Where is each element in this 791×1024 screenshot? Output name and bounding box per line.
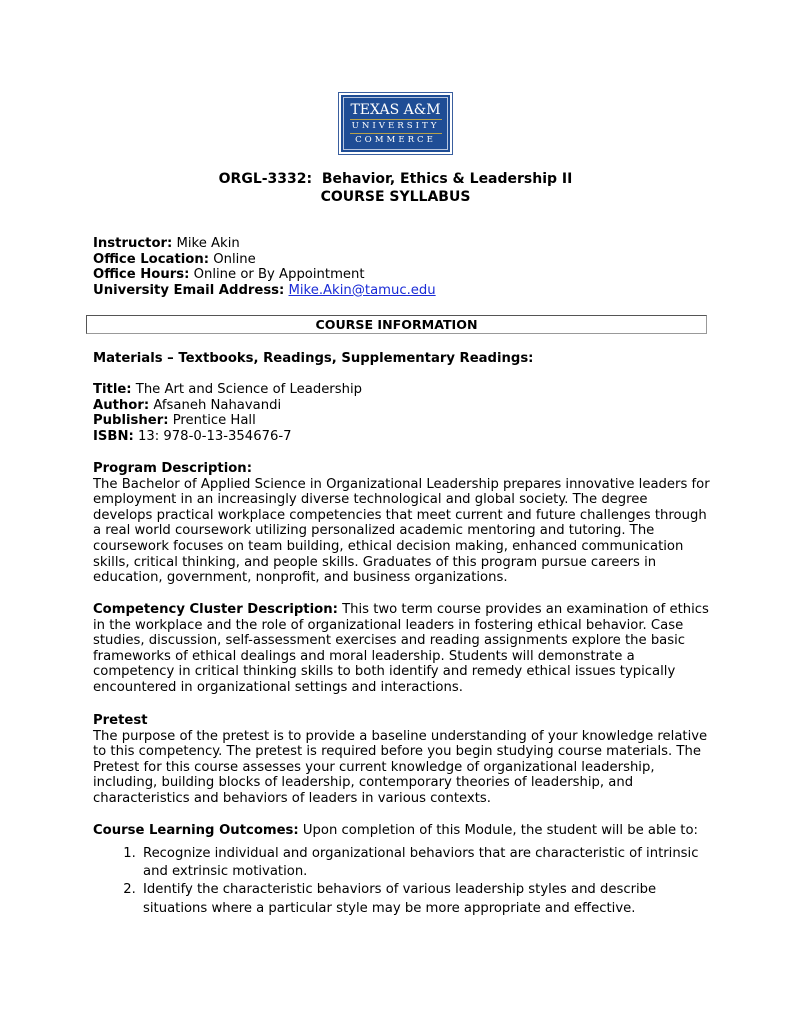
learning-outcomes-list — [93, 845, 713, 919]
book-author-label: Author: — [93, 397, 150, 413]
email-row — [93, 283, 436, 299]
instructor-row — [93, 236, 436, 252]
pretest-heading: Pretest — [93, 713, 148, 728]
competency-text: This two term course provides an examination of ethics in the workplace and the role of organizational leaders in fostering ethical behavior. Case studies, discussion, self-assessment exercises and reading assignments explore the basic frameworks of ethical dealings and moral leadership. Students will demonstrate a competency in critical thinking skills to both identify and remedy ethical issues typically encountered in organizational settings and interactions. — [93, 602, 709, 695]
competency-description — [93, 602, 713, 696]
book-author-value: Afsaneh Nahavandi — [153, 397, 282, 413]
course-title: ORGL-3332: Behavior, Ethics & Leadership II — [218, 171, 573, 187]
syllabus-subtitle: COURSE SYLLABUS — [320, 189, 471, 205]
book-title-label: Title: — [93, 382, 132, 397]
book-publisher-value: Prentice Hall — [172, 413, 256, 429]
office-location-label: Office Location: — [93, 251, 209, 267]
list-item: 1. Recognize individual and organizational behaviors that are characteristic of intrinsic and extrinsic motivation. — [140, 845, 713, 882]
document-title — [0, 170, 791, 206]
pretest-section — [93, 713, 713, 807]
program-description — [93, 461, 713, 586]
textbook-info — [93, 382, 713, 444]
program-description-heading: Program Description: — [93, 461, 252, 476]
instructor-value: Mike Akin — [176, 236, 240, 251]
learning-outcomes-intro-row — [93, 823, 713, 839]
learning-outcomes-label: Course Learning Outcomes: — [93, 823, 299, 838]
materials-heading: Materials – Textbooks, Readings, Supplementary Readings: — [93, 351, 534, 366]
pretest-text: The purpose of the pretest is to provide a baseline understanding of your knowledge relative to this competency. The pretest is required before you begin studying course materials. The Pretest for this course assesses your current knowledge of organizational leadership, including, building blocks of leadership, contemporary theories of leadership, and characteristics and behaviors of leaders in various contexts. — [93, 728, 708, 806]
book-title-row — [93, 382, 713, 398]
email-label: University Email Address: — [93, 282, 285, 298]
competency-label: Competency Cluster Description: — [93, 602, 338, 617]
course-information-heading: COURSE INFORMATION — [86, 315, 707, 334]
book-publisher-row — [93, 413, 713, 429]
instructor-label: Instructor: — [93, 236, 173, 251]
office-hours-value: Online or By Appointment — [193, 267, 365, 283]
office-location-value: Online — [213, 251, 256, 267]
learning-outcomes — [93, 823, 713, 918]
book-publisher-label: Publisher: — [93, 413, 169, 429]
logo-line-texas-am: TEXAS A&M — [350, 101, 441, 118]
instructor-info — [93, 236, 436, 298]
list-item: 2. Identify the characteristic behaviors of various leadership styles and describe situations where a particular style may be more appropriate and effective. — [140, 881, 713, 918]
logo-inner-border — [343, 97, 448, 150]
book-isbn-value: 13: 978-0-13-354676-7 — [137, 428, 292, 444]
book-author-row — [93, 398, 713, 414]
program-description-text: The Bachelor of Applied Science in Organizational Leadership prepares innovative leaders for employment in an increasingly diverse technological and global society. The degree develops practical workplace competencies that meet current and future challenges through a real world coursework utilizing personalized academic mentoring and tutoring. The coursework focuses on team building, ethical decision making, enhanced communication skills, critical thinking, and people skills. Graduates of this program pursue careers in education, government, nonprofit, and business organizations. — [93, 476, 710, 586]
university-logo — [339, 93, 452, 154]
logo-line-commerce: COMMERCE — [355, 134, 436, 145]
office-hours-row — [93, 267, 436, 283]
logo-line-university: UNIVERSITY — [351, 120, 440, 131]
book-isbn-label: ISBN: — [93, 428, 134, 444]
book-isbn-row — [93, 429, 713, 445]
email-link[interactable]: Mike.Akin@tamuc.edu — [288, 282, 436, 298]
office-hours-label: Office Hours: — [93, 267, 190, 283]
learning-outcomes-intro: Upon completion of this Module, the student will be able to: — [302, 823, 698, 838]
office-location-row — [93, 252, 436, 268]
book-title-value: The Art and Science of Leadership — [135, 382, 362, 397]
